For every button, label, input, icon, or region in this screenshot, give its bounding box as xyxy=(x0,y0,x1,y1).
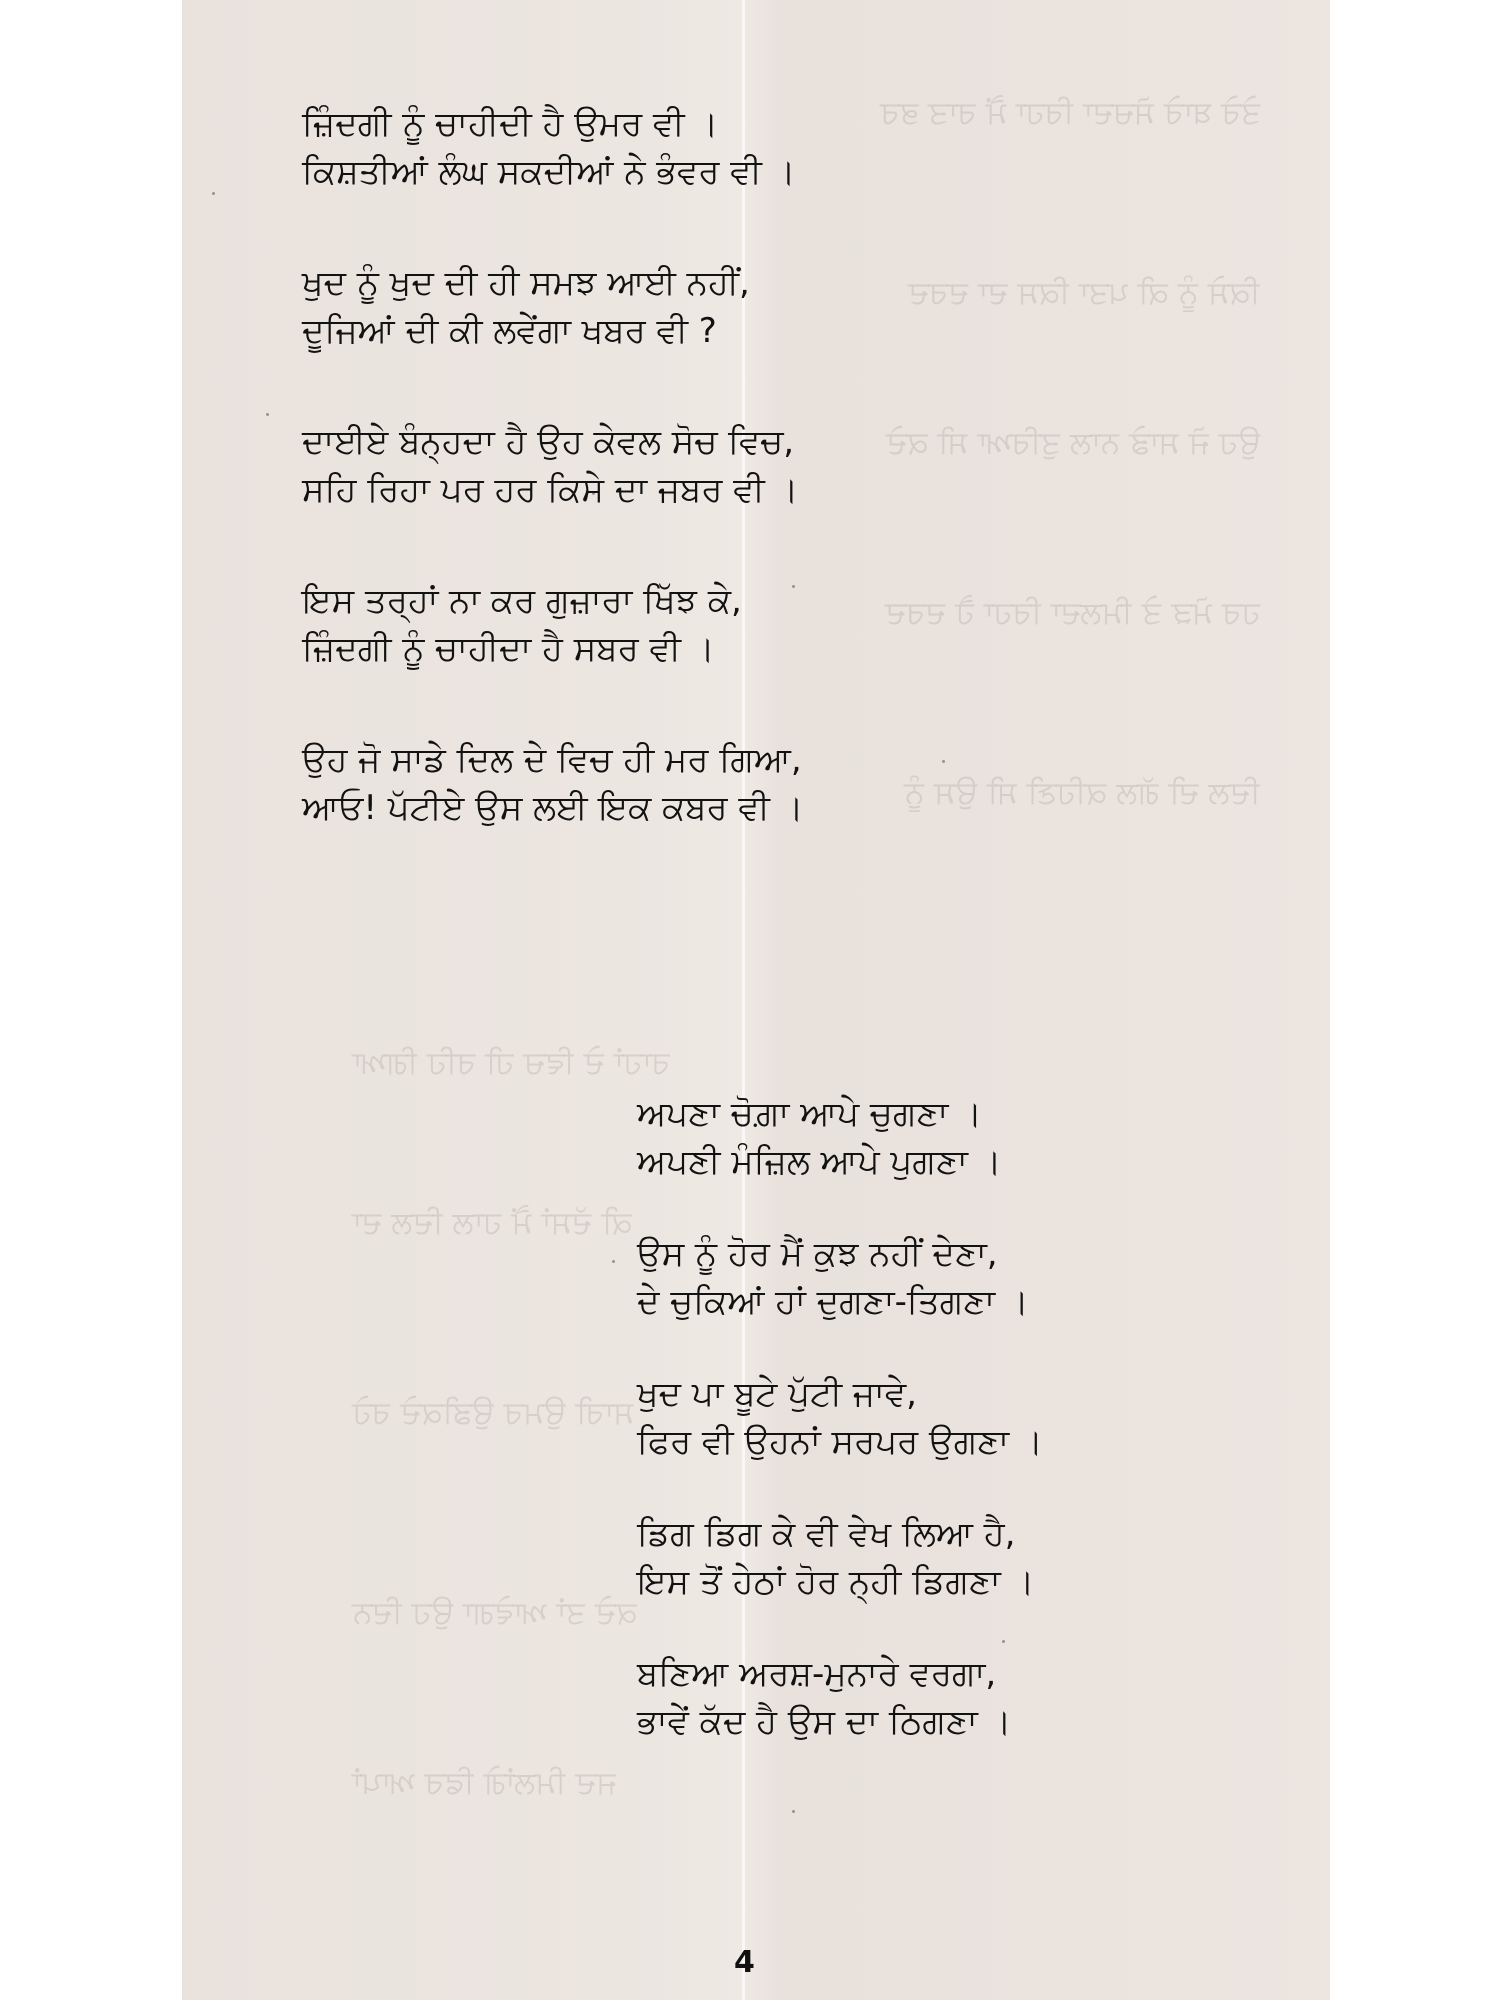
paper-speck xyxy=(266,413,269,416)
couplet xyxy=(637,1090,1043,1186)
poem-line: ਅਪਣੀ ਮੰਜ਼ਿਲ ਆਪੇ ਪੁਗਣਾ । xyxy=(637,1142,1002,1182)
poem-line: ਅਪਣਾ ਚੋਗ਼ਾ ਆਪੇ ਚੁਗਣਾ । xyxy=(637,1094,983,1134)
paper-speck xyxy=(212,192,215,195)
paper-speck xyxy=(612,1260,615,1263)
couplet xyxy=(637,1230,1043,1326)
poem-line: ਖੁਦ ਨੂੰ ਖੁਦ ਦੀ ਹੀ ਸਮਝ ਆਈ ਨਹੀਂ, xyxy=(302,263,750,303)
couplet xyxy=(302,577,804,673)
poem-line: ਉਸ ਨੂੰ ਹੋਰ ਮੈਂ ਕੁਝ ਨਹੀਂ ਦੇਣਾ, xyxy=(637,1234,998,1274)
paper-speck xyxy=(942,760,945,763)
poem-line: ਕਿਸ਼ਤੀਆਂ ਲੰਘ ਸਕਦੀਆਂ ਨੇ ਭੰਵਰ ਵੀ । xyxy=(302,152,796,192)
couplet xyxy=(302,259,804,355)
bleed-through-text: ਦਿਲ ਦੀ ਗੱਲ ਕਹਿਣੀ ਸੀ ਉਸ ਨੂੰ xyxy=(904,775,1260,811)
poem-line: ਸਹਿ ਰਿਹਾ ਪਰ ਹਰ ਕਿਸੇ ਦਾ ਜਬਰ ਵੀ । xyxy=(302,470,799,510)
couplet xyxy=(637,1650,1043,1746)
poem-line: ਭਾਵੇਂ ਕੱਦ ਹੈ ਉਸ ਦਾ ਠਿਗਣਾ । xyxy=(637,1702,1012,1742)
poem-line: ਆਓ! ਪੱਟੀਏ ਉਸ ਲਈ ਇਕ ਕਬਰ ਵੀ । xyxy=(302,788,804,828)
poem-line: ਉਹ ਜੋ ਸਾਡੇ ਦਿਲ ਦੇ ਵਿਚ ਹੀ ਮਰ ਗਿਆ, xyxy=(302,740,802,780)
poem-line: ਦੂਜਿਆਂ ਦੀ ਕੀ ਲਵੇਂਗਾ ਖਬਰ ਵੀ ? xyxy=(302,311,717,351)
poem-line: ਦਾਈਏ ਬੰਨ੍ਹਦਾ ਹੈ ਉਹ ਕੇਵਲ ਸੋਚ ਵਿਚ, xyxy=(302,422,795,462)
couplet xyxy=(302,418,804,514)
bleed-through-text: ਉਹ ਜੋ ਸਾਡੇ ਨਾਲ ਤੁਰਿਆ ਸੀ ਕਦੇ xyxy=(885,425,1260,461)
bleed-through-text: ਹਰ ਮੋੜ ਤੇ ਮਿਲਦਾ ਰਿਹਾ ਹੈ ਦਰਦ xyxy=(885,595,1260,631)
poem-line: ਖੁਦ ਪਾ ਬੂਟੇ ਪੁੱਟੀ ਜਾਵੇ, xyxy=(637,1374,917,1414)
poem-one xyxy=(302,100,804,895)
poem-line: ਫਿਰ ਵੀ ਉਹਨਾਂ ਸਰਪਰ ਉਗਣਾ । xyxy=(637,1422,1043,1462)
poem-line: ਜ਼ਿੰਦਗੀ ਨੂੰ ਚਾਹੀਦੀ ਹੈ ਉਮਰ ਵੀ । xyxy=(302,104,719,144)
scanned-page xyxy=(182,0,1330,2000)
poem-two xyxy=(637,1090,1043,1790)
bleed-through-text: ਸਾਰੀ ਉਮਰ ਉਡੀਕਦੇ ਰਹੇ xyxy=(352,1395,634,1431)
poem-line: ਬਣਿਆ ਅਰਸ਼-ਮੁਨਾਰੇ ਵਰਗਾ, xyxy=(637,1654,997,1694)
bleed-through-text: ਕੀ ਦੱਸਾਂ ਮੈਂ ਹਾਲ ਦਿਲ ਦਾ xyxy=(352,1205,632,1241)
bleed-through-text: ਰਾਹਾਂ ਦੇ ਵਿਚ ਹੀ ਰਹਿ ਗਿਆ xyxy=(352,1045,670,1081)
poem-line: ਦੇ ਚੁਕਿਆਂ ਹਾਂ ਦੁਗਣਾ-ਤਿਗਣਾ । xyxy=(637,1282,1029,1322)
poem-line: ਜ਼ਿੰਦਗੀ ਨੂੰ ਚਾਹੀਦਾ ਹੈ ਸਬਰ ਵੀ । xyxy=(302,629,715,669)
couplet xyxy=(637,1370,1043,1466)
couplet xyxy=(302,100,804,196)
poem-line: ਇਸ ਤਰ੍ਹਾਂ ਨਾ ਕਰ ਗੁਜ਼ਾਰਾ ਖਿੱਝ ਕੇ, xyxy=(302,581,742,621)
bleed-through-text: ਤੇਰੇ ਬਾਰੇ ਸੋਚਦਾ ਰਿਹਾ ਮੈਂ ਰਾਤ ਭਰ xyxy=(879,95,1260,131)
couplet xyxy=(302,736,804,832)
bleed-through-text: ਜਦ ਮਿਲਾਂਗੇ ਫਿਰ ਆਪਾਂ xyxy=(352,1765,616,1801)
paper-speck xyxy=(792,1810,795,1813)
page-number: 4 xyxy=(734,1945,755,1980)
bleed-through-text: ਕਿਸੇ ਨੂੰ ਕੀ ਪਤਾ ਕਿਸ ਦਾ ਦਰਦ xyxy=(908,275,1260,311)
couplet xyxy=(637,1510,1043,1606)
poem-line: ਇਸ ਤੋਂ ਹੇਠਾਂ ਹੋਰ ਨ੍ਹੀ ਡਿਗਣਾ । xyxy=(637,1562,1035,1602)
poem-line: ਡਿਗ ਡਿਗ ਕੇ ਵੀ ਵੇਖ ਲਿਆ ਹੈ, xyxy=(637,1514,1016,1554)
bleed-through-text: ਕਦੇ ਤਾਂ ਆਵੇਗਾ ਉਹ ਦਿਨ xyxy=(352,1595,637,1631)
